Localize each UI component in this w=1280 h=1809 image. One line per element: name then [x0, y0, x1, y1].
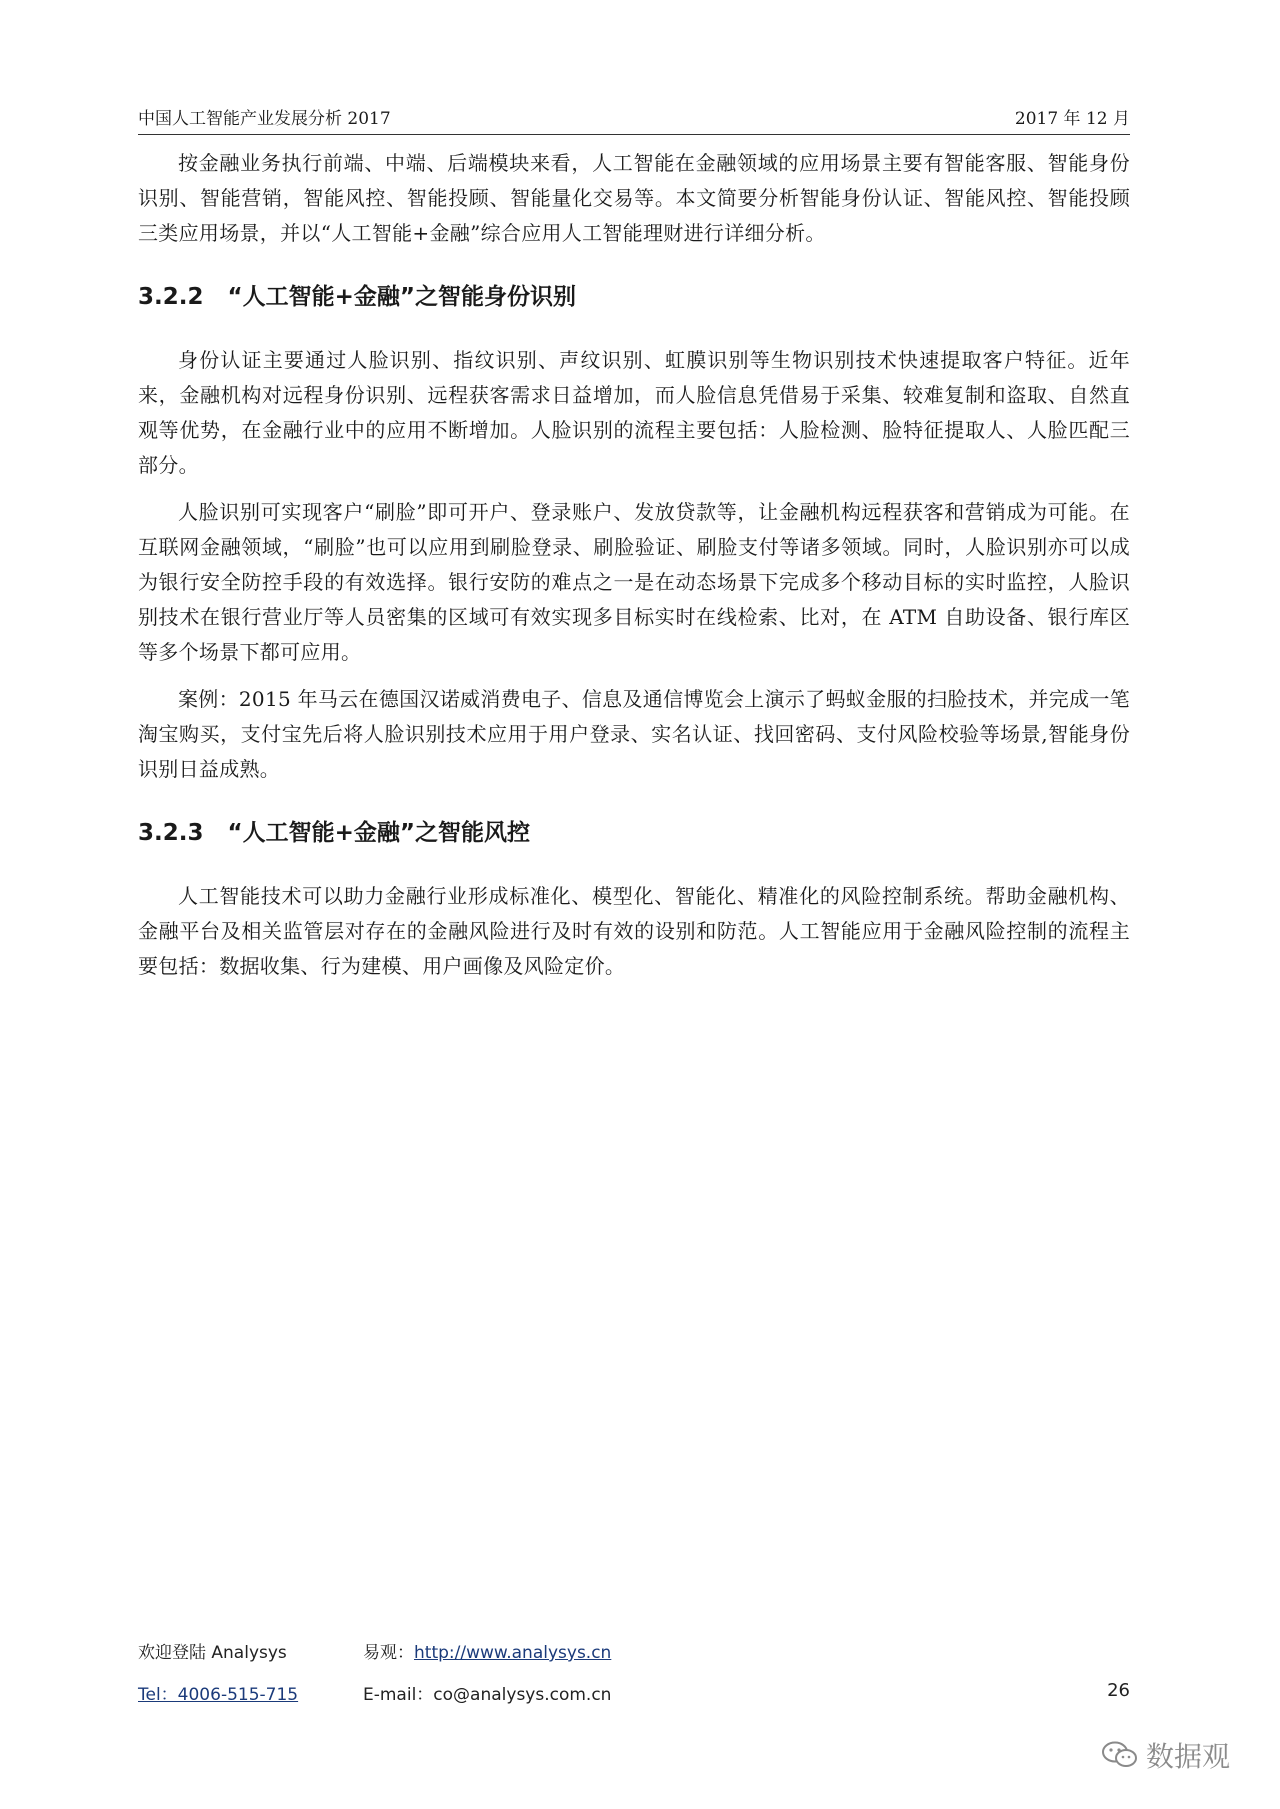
website-link[interactable]: http://www.analysys.cn — [414, 1643, 612, 1663]
watermark — [1100, 1735, 1230, 1775]
section-number: 3.2.2 — [138, 284, 204, 310]
paragraph: 案例：2015 年马云在德国汉诺威消费电子、信息及通信博览会上演示了蚂蚁金服的扫脸技术，并完成一笔淘宝购买，支付宝先后将人脸识别技术应用于用户登录、实名认证、找回密码、支付风险校验等场景,智能身份识别日益成熟。 — [138, 687, 1130, 781]
section-title: “人工智能+金融”之智能风控 — [227, 820, 531, 846]
section-heading-3-2-3 — [138, 817, 1130, 849]
footer-site — [363, 1638, 611, 1663]
phone-link[interactable]: Tel：4006-515-715 — [138, 1685, 299, 1705]
paragraph: 人工智能技术可以助力金融行业形成标准化、模型化、智能化、精准化的风险控制系统。帮助金融机构、金融平台及相关监管层对存在的金融风险进行及时有效的设别和防范。人工智能应用于金融风险控制的流程主要包括：数据收集、行为建模、用户画像及风险定价。 — [138, 884, 1130, 978]
wechat-icon — [1100, 1740, 1140, 1770]
footer-row — [138, 1638, 1130, 1668]
footer-email: E-mail：co@analysys.com.cn — [363, 1685, 612, 1705]
footer-welcome: 欢迎登陆 Analysys — [138, 1643, 287, 1663]
main-content — [138, 146, 1130, 996]
footer-row — [138, 1680, 1130, 1710]
watermark-text: 数据观 — [1146, 1740, 1231, 1773]
page-header — [138, 102, 1130, 135]
section-number: 3.2.3 — [138, 820, 204, 846]
intro-paragraph: 按金融业务执行前端、中端、后端模块来看，人工智能在金融领域的应用场景主要有智能客服、智能身份识别、智能营销，智能风控、智能投顾、智能量化交易等。本文简要分析智能身份认证、智能风控、智能投顾三类应用场景，并以“人工智能+金融”综合应用人工智能理财进行详细分析。 — [138, 151, 1130, 245]
section-title: “人工智能+金融”之智能身份识别 — [227, 284, 577, 310]
footer-site-label: 易观： — [363, 1643, 414, 1663]
paragraph: 人脸识别可实现客户“刷脸”即可开户、登录账户、发放贷款等，让金融机构远程获客和营销成为可能。在互联网金融领域，“刷脸”也可以应用到刷脸登录、刷脸验证、刷脸支付等诸多领域。同时，人脸识别亦可以成为银行安全防控手段的有效选择。银行安防的难点之一是在动态场景下完成多个移动目标的实时监控，人脸识别技术在银行营业厅等人员密集的区域可有效实现多目标实时在线检索、比对，在 ATM 自助设备、银行库区等多个场景下都可应用。 — [138, 500, 1130, 664]
header-date: 2017 年 12 月 — [1014, 109, 1130, 129]
page-number: 26 — [1107, 1680, 1130, 1701]
paragraph: 身份认证主要通过人脸识别、指纹识别、声纹识别、虹膜识别等生物识别技术快速提取客户特征。近年来，金融机构对远程身份识别、远程获客需求日益增加，而人脸信息凭借易于采集、较难复制和盗取、自然直观等优势，在金融行业中的应用不断增加。人脸识别的流程主要包括：人脸检测、脸特征提取人、人脸匹配三部分。 — [138, 348, 1130, 477]
section-heading-3-2-2 — [138, 281, 1130, 313]
header-title: 中国人工智能产业发展分析 2017 — [138, 109, 391, 129]
page-footer — [138, 1638, 1130, 1718]
